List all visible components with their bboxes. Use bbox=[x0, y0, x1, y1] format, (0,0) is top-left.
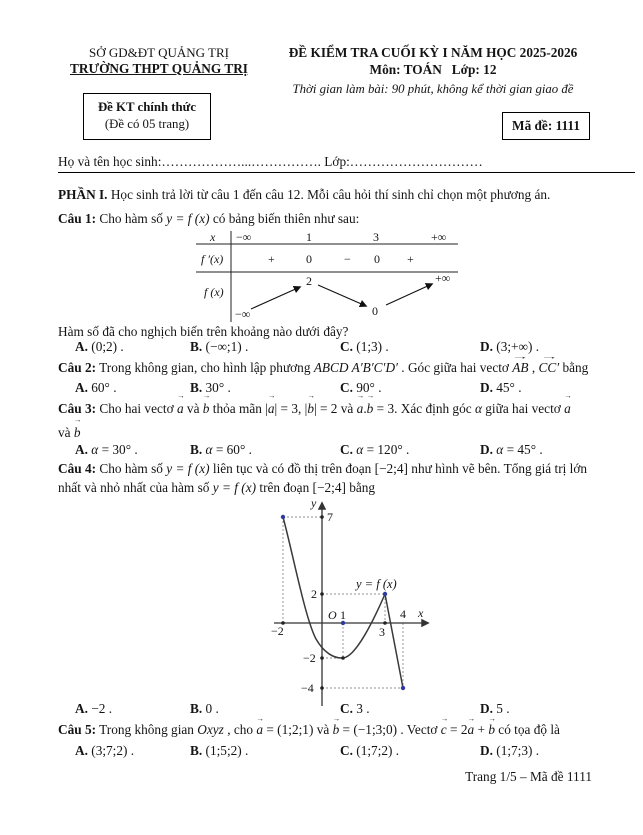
q5-option-c: C. (1;7;2) . bbox=[340, 743, 400, 758]
table-f-end: +∞ bbox=[435, 271, 451, 285]
curve-label: y = f (x) bbox=[356, 577, 397, 591]
header-divider bbox=[58, 172, 635, 173]
official-exam-box bbox=[83, 93, 211, 140]
q3-option-c: C. α = 120° . bbox=[340, 442, 410, 457]
label-3: 3 bbox=[379, 625, 385, 639]
arrow-increasing-1 bbox=[251, 287, 300, 309]
label-2: 2 bbox=[311, 587, 317, 601]
q5-options-row bbox=[58, 741, 594, 760]
q4-options-row bbox=[58, 699, 594, 718]
q4-intro: Câu 4: Cho hàm số y = f (x) liên tục và có đồ thị trên đoạn [−2;4] như hình vẽ bên. Tổng giá trị lớn nhất và nhỏ nhất của hàm số y = f (x) trên đoạn [−2;4] bằng bbox=[58, 461, 588, 495]
variation-table bbox=[196, 229, 458, 323]
q5-option-b: B. (1;5;2) . bbox=[190, 743, 249, 758]
school-name: TRƯỜNG THPT QUẢNG TRỊ bbox=[70, 61, 248, 76]
q5-option-d: D. (1;7;3) . bbox=[480, 743, 540, 758]
y-axis-label: y bbox=[311, 496, 317, 510]
table-x-neg-inf: −∞ bbox=[236, 230, 252, 244]
table-x-label: x bbox=[210, 230, 216, 244]
tick-dot-y2 bbox=[320, 592, 324, 596]
q1-intro: Câu 1: Cho hàm số y = f (x) có bảng biến thiên như sau: bbox=[58, 211, 360, 226]
header-right bbox=[266, 45, 600, 97]
function-graph bbox=[256, 496, 446, 710]
part1-heading: PHẦN I. Học sinh trả lời từ câu 1 đến câu 12. Mỗi câu hỏi thí sinh chỉ chọn một phương án. bbox=[58, 187, 551, 202]
q4-option-c: C. 3 . bbox=[340, 701, 370, 716]
label-neg2-y: −2 bbox=[303, 651, 316, 665]
q5-intro: Câu 5: Trong không gian Oxyz , cho → a = (1;2;1) và → b = (−1;3;0) . Vectơ → c = 2→ a + → b có tọa độ là bbox=[58, 720, 594, 739]
page-count-label: (Đề có 05 trang) bbox=[104, 117, 190, 131]
label-1: 1 bbox=[340, 608, 346, 622]
tick-dot-yneg2 bbox=[320, 656, 324, 660]
q2-option-a: A. 60° . bbox=[75, 380, 117, 395]
q4-option-d: D. 5 . bbox=[480, 701, 510, 716]
q3-option-a: A. α = 30° . bbox=[75, 442, 138, 457]
table-x-pos-inf: +∞ bbox=[431, 230, 447, 244]
table-f-label: f (x) bbox=[204, 285, 224, 299]
x-axis-label: x bbox=[418, 606, 424, 620]
q5-option-a: A. (3;7;2) . bbox=[75, 743, 135, 758]
label-4: 4 bbox=[400, 607, 406, 621]
q1-question: Hàm số đã cho nghịch biến trên khoảng nào dưới đây? bbox=[58, 324, 349, 339]
table-sign-1: 0 bbox=[306, 252, 312, 266]
table-f-start: −∞ bbox=[235, 307, 251, 321]
table-f-max: 2 bbox=[306, 274, 312, 288]
exam-title: ĐỀ KIỂM TRA CUỐI KỲ I NĂM HỌC 2025-2026 bbox=[288, 45, 578, 60]
student-name-line: Họ và tên học sinh:………………...……………. Lớp:………………………… bbox=[58, 154, 483, 169]
q3-options-row bbox=[58, 440, 594, 459]
q1-option-a: A. (0;2) . bbox=[75, 339, 124, 354]
q3-option-d: D. α = 45° . bbox=[480, 442, 543, 457]
q1-option-b: B. (−∞;1) . bbox=[190, 339, 249, 354]
minimum-point bbox=[341, 656, 345, 660]
label-neg4: −4 bbox=[301, 681, 314, 695]
table-sign-0: + bbox=[268, 252, 275, 266]
official-exam-label: Đề KT chính thức bbox=[97, 100, 197, 114]
duration-line: Thời gian làm bài: 90 phút, không kể thời gian giao đề bbox=[292, 82, 574, 96]
tick-dot-y7 bbox=[320, 515, 324, 519]
table-sign-4: + bbox=[407, 252, 414, 266]
exam-code-box: Mã đề: 1111 bbox=[502, 112, 590, 140]
table-sign-2: − bbox=[344, 252, 351, 266]
point-4-neg4 bbox=[401, 686, 405, 690]
point-neg2-7 bbox=[281, 515, 285, 519]
q2-option-c: C. 90° . bbox=[340, 380, 382, 395]
table-sign-3: 0 bbox=[374, 252, 380, 266]
table-x-3: 3 bbox=[373, 230, 379, 244]
header-left bbox=[55, 45, 263, 77]
q2-option-d: D. 45° . bbox=[480, 380, 522, 395]
point-3-2 bbox=[383, 592, 387, 596]
q4-option-a: A. −2 . bbox=[75, 701, 113, 716]
table-x-1: 1 bbox=[306, 230, 312, 244]
q1-option-c: C. (1;3) . bbox=[340, 339, 389, 354]
q4-option-b: B. 0 . bbox=[190, 701, 219, 716]
tick-dot-yneg4 bbox=[320, 686, 324, 690]
arrow-increasing-2 bbox=[386, 284, 432, 305]
q2-options-row bbox=[58, 378, 594, 397]
page-footer: Trang 1/5 – Mã đề 1111 bbox=[465, 769, 592, 784]
subject-line: Môn: TOÁN Lớp: 12 bbox=[369, 62, 497, 77]
q3-option-b: B. α = 60° . bbox=[190, 442, 252, 457]
label-7: 7 bbox=[327, 510, 333, 524]
arrow-decreasing bbox=[318, 285, 366, 306]
q2-intro: Câu 2: Trong không gian, cho hình lập phương ABCD A′B′C′D′ . Góc giữa hai vectơ → AB , → CC′ bằng bbox=[58, 358, 594, 377]
label-origin: O bbox=[328, 608, 337, 622]
department-name: SỞ GD&ĐT QUẢNG TRỊ bbox=[89, 45, 229, 60]
q1-option-d: D. (3;+∞) . bbox=[480, 339, 540, 354]
q2-option-b: B. 30° . bbox=[190, 380, 231, 395]
table-fprime-label: f ′(x) bbox=[201, 252, 224, 266]
label-neg2-x: −2 bbox=[271, 624, 284, 638]
table-f-min: 0 bbox=[372, 304, 378, 318]
q3-intro: Câu 3: Cho hai vectơ → a và → b thỏa mãn |→ a| = 3, |→ b| = 2 và → a.→ b = 3. Xác định góc α giữa hai vectơ → a và → b bbox=[58, 397, 594, 445]
